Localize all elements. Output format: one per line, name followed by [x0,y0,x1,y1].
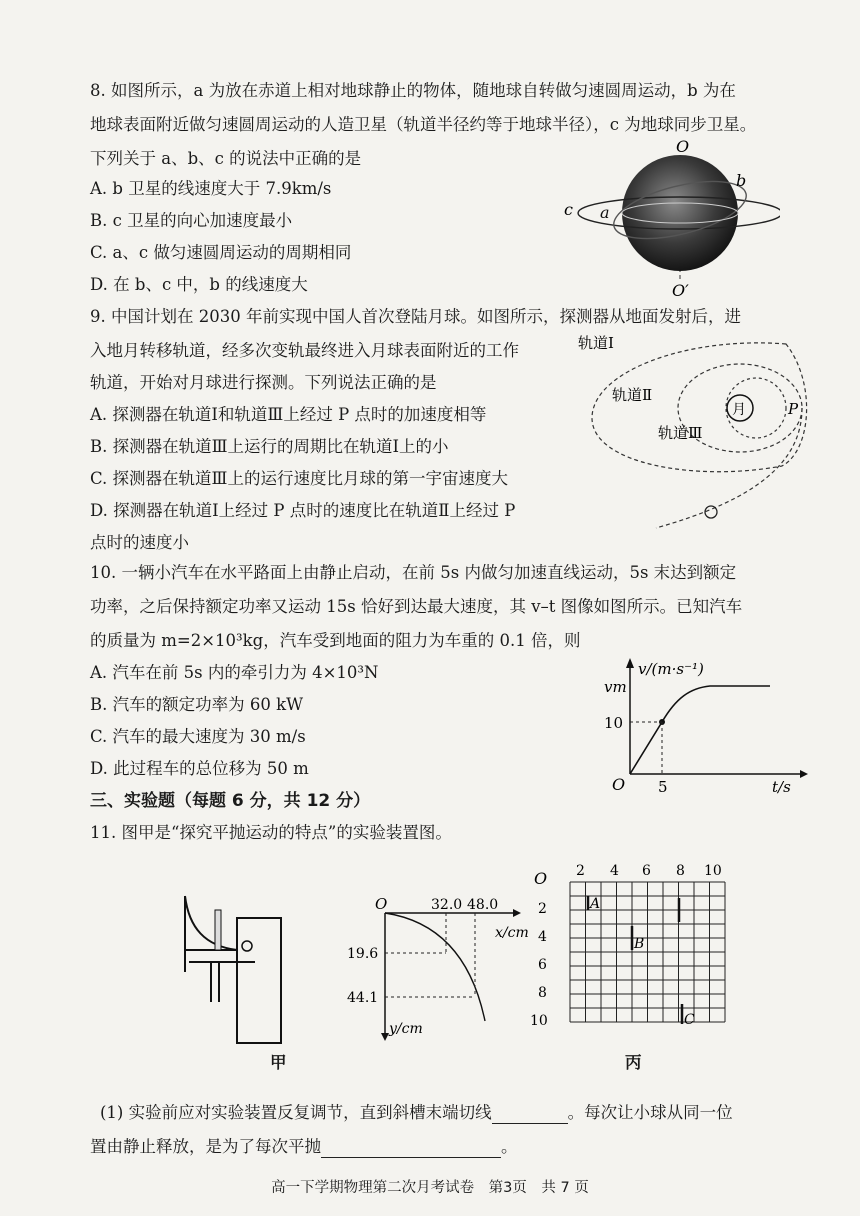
label-orbit-III: 轨道Ⅲ [658,424,703,442]
q9-line1: 9. 中国计划在 2030 年前实现中国人首次登陆月球。如图所示，探测器从地面发射后，进 [90,307,741,326]
q10-option-d: D. 此过程车的总位移为 50 m [90,759,309,778]
caption-jia: 甲 [270,1053,287,1072]
bing-ytick-4: 4 [538,929,547,945]
q8-line3: 下列关于 a、b、c 的说法中正确的是 [90,149,362,168]
bing-ytick-2: 2 [538,901,547,917]
orbit-I [592,343,807,472]
q11-line1: 11. 图甲是“探究平抛运动的特点”的实验装置图。 [90,823,452,842]
q11-apparatus-figure [175,888,285,1048]
label-O-prime: O′ [672,281,689,300]
answer-blank-1[interactable] [492,1105,568,1124]
q11-part1-text-d: 。 [501,1137,518,1156]
q10-line3: 的质量为 m=2×10³kg，汽车受到地面的阻力为车重的 0.1 倍，则 [90,631,581,650]
q9-option-b: B. 探测器在轨道Ⅲ上运行的周期比在轨道Ⅰ上的小 [90,437,449,456]
yi-y1: 19.6 [347,946,379,962]
bing-xtick-6: 6 [642,863,651,879]
q9-option-d-line1: D. 探测器在轨道Ⅰ上经过 P 点时的速度比在轨道Ⅱ上经过 P [90,501,516,520]
graph-x5: 5 [658,778,668,796]
q9-line2: 入地月转移轨道，经多次变轨最终进入月球表面附近的工作 [90,341,519,360]
yi-origin: O [375,895,388,913]
q10-line2: 功率，之后保持额定功率又运动 15s 恰好到达最大速度，其 v–t 图像如图所示。已知汽车 [90,597,743,616]
label-b: b [736,171,747,190]
q11-part1-text-a: (1) 实验前应对实验装置反复调节，直到斜槽末端切线 [100,1103,492,1122]
graph-y10: 10 [604,714,624,732]
answer-blank-2[interactable] [321,1139,501,1158]
bing-xtick-4: 4 [610,863,619,879]
bing-ytick-8: 8 [538,985,547,1001]
graph-vm: vm [604,678,627,696]
q9-orbit-figure [576,332,826,542]
q8-line1: 8. 如图所示，a 为放在赤道上相对地球静止的物体，随地球自转做匀速圆周运动，b 为在 [90,81,736,100]
yi-x2: 48.0 [467,897,499,913]
moon-label: 月 [732,402,746,418]
label-O: O [676,140,690,156]
q8-option-b: B. c 卫星的向心加速度最小 [90,211,293,230]
q9-option-c: C. 探测器在轨道Ⅲ上的运行速度比月球的第一宇宙速度大 [90,469,508,488]
q10-vt-graph [600,656,810,796]
board [237,918,281,1043]
bing-ytick-10: 10 [530,1013,548,1029]
label-P: P [788,400,799,418]
q10-option-a: A. 汽车在前 5s 内的牵引力为 4×10³N [90,663,379,682]
q9-line3: 轨道，开始对月球进行探测。下列说法正确的是 [90,373,437,392]
page-footer: 高一下学期物理第二次月考试卷 第3页 共 7 页 [271,1180,589,1196]
q9-option-a: A. 探测器在轨道Ⅰ和轨道Ⅲ上经过 P 点时的加速度相等 [90,405,487,424]
q11-trajectory-figure [345,895,540,1045]
earth-small [705,506,717,518]
bing-xtick-10: 10 [704,863,722,879]
label-a: a [600,203,610,222]
bing-origin: O [534,869,548,888]
caption-bing: 丙 [625,1053,642,1072]
q8-option-a: A. b 卫星的线速度大于 7.9km/s [90,179,332,198]
yi-ylabel: y/cm [389,1021,423,1037]
vt-curve [630,686,770,774]
q8-option-c: C. a、c 做匀速圆周运动的周期相同 [90,243,352,262]
q11-part1-text-c: 置由静止释放，是为了每次平抛 [90,1137,321,1156]
label-orbit-I: 轨道Ⅰ [578,334,614,352]
q8-earth-figure [560,140,780,300]
bing-ytick-6: 6 [538,957,547,973]
point-A: A [590,896,601,912]
q10-option-c: C. 汽车的最大速度为 30 m/s [90,727,306,746]
q8-option-d: D. 在 b、c 中，b 的线速度大 [90,275,308,294]
trajectory-curve [385,913,485,1021]
label-orbit-II: 轨道Ⅱ [612,386,653,404]
q9-option-d-line2: 点时的速度小 [90,533,189,552]
q11-part1-line2 [90,1136,518,1158]
ball [242,941,252,951]
q11-grid-figure [528,858,728,1038]
q11-part1-text-b: 。每次让小球从同一位 [567,1103,733,1122]
label-c: c [564,200,573,219]
q10-line1: 10. 一辆小汽车在水平路面上由静止启动，在前 5s 内做匀加速直线运动，5s 末达到额定 [90,563,737,582]
graph-xlabel: t/s [772,778,791,796]
point-B: B [634,936,645,952]
bing-xtick-2: 2 [576,863,585,879]
chute [185,896,237,950]
yi-x1: 32.0 [431,897,463,913]
yi-y2: 44.1 [347,990,379,1006]
q11-part1-line1 [100,1102,733,1124]
bing-xtick-8: 8 [676,863,685,879]
earth-globe [622,155,738,271]
graph-origin: O [612,775,626,794]
point-C: C [684,1012,695,1028]
q10-option-b: B. 汽车的额定功率为 60 kW [90,695,304,714]
yi-xlabel: x/cm [495,925,529,941]
q8-line2: 地球表面附近做匀速圆周运动的人造卫星（轨道半径约等于地球半径），c 为地球同步卫星。 [90,115,757,134]
graph-ylabel: v/(m·s⁻¹) [638,660,704,678]
section-3-heading: 三、实验题（每题 6 分，共 12 分） [90,791,371,811]
